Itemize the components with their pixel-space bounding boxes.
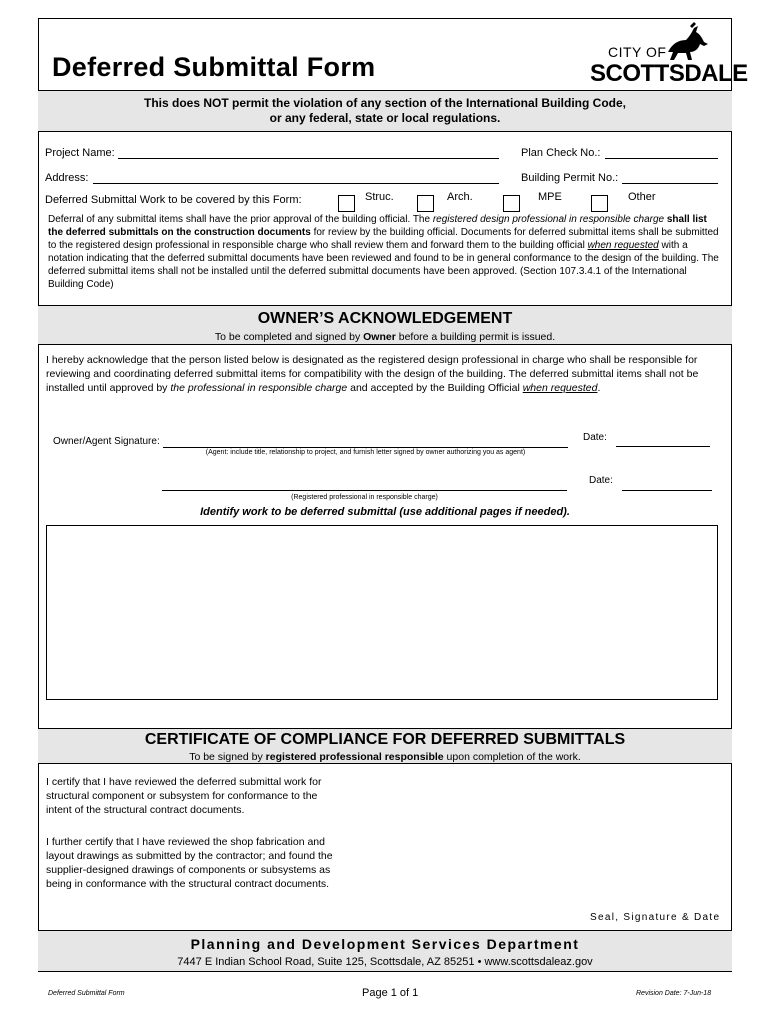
arch-checkbox[interactable] [417,195,434,212]
deferral-text-1: Deferral of any submittal items shall have the prior approval of the building official. The [48,214,433,225]
owner-text-when-requested: when requested [522,382,598,394]
certificate-paragraph-2: I further certify that I have reviewed the shop fabrication and layout drawings as submitted by the contractor; and found the supplier-designed drawings of components or subsystems as being in conformance with the structural contract documents. [46,836,333,890]
date-line-2[interactable] [622,490,712,491]
agent-note: (Agent: include title, relationship to project, and furnish letter signed by owner authorizing you as agent) [205,449,526,456]
signature-label: Owner/Agent Signature: [53,436,160,447]
seal-signature-date: Seal, Signature & Date [590,912,721,923]
building-permit-line[interactable] [622,183,718,184]
owner-sub-bold: Owner [363,331,396,343]
mpe-checkbox[interactable] [503,195,520,212]
deferral-paragraph [48,213,720,291]
owner-band [38,305,732,345]
owner-text-2: and accepted by the Building Official [347,382,523,394]
plan-check-line[interactable] [605,158,718,159]
notice-line-1: This does NOT permit the violation of any section of the International Building Code, [143,96,627,110]
project-name-label: Project Name: [45,147,115,159]
cert-sub-bold: registered professional responsible [265,751,444,763]
professional-signature-line[interactable] [162,490,567,491]
department-address: 7447 E Indian School Road, Suite 125, Scottsdale, AZ 85251 • www.scottsdaleaz.gov [177,956,593,968]
owner-text-italic: the professional in responsible charge [170,382,348,394]
owner-subheading [38,331,732,343]
department-name: Planning and Development Services Department [190,936,580,952]
deferral-text-when-requested: when requested [587,240,659,251]
page-title: Deferred Submittal Form [52,52,376,82]
deferral-text-italic: registered design professional in responsible charge [432,214,665,225]
struc-label: Struc. [365,191,394,203]
owner-signature-line[interactable] [163,447,568,448]
plan-check-label: Plan Check No.: [521,147,601,159]
address-line[interactable] [93,183,499,184]
arch-label: Arch. [447,191,473,203]
logo-bottom-text: SCOTTSDALE [590,60,748,87]
owner-heading: OWNER’S ACKNOWLEDGEMENT [257,310,513,327]
other-label: Other [628,191,656,203]
owner-paragraph [46,353,720,395]
deferral-text-4: with a notation indicating that the deferred submittal documents have been reviewed and found to be in general conformance to the design of the building. The deferred submittal items shall not be installed until the deferred submittal documents have been approved. (Section 107.3.4.1 of the International Building Code) [48,240,719,290]
deferral-text-3: for review by the building official. Documents for deferred submittal items shall be submitted to the registered design professional in responsible charge who shall review them and forward them to the building official [48,227,719,251]
cert-sub-post: upon completion of the work. [443,751,581,763]
building-permit-label: Building Permit No.: [521,172,619,184]
certificate-heading: CERTIFICATE OF COMPLIANCE FOR DEFERRED SUBMITTALS [144,731,626,748]
project-name-line[interactable] [118,158,499,159]
deferred-work-textarea[interactable] [46,525,718,700]
other-checkbox[interactable] [591,195,608,212]
certificate-subheading [38,751,732,763]
owner-text-1: I hereby acknowledge that the person listed below is designated as the registered design professional in charge who shall be responsible for reviewing and coordinating deferred submittal items for compatibility with the design of the building. The deferred submittal items shall not be installed until approved by [46,354,699,394]
certificate-band [38,728,732,764]
owner-sub-post: before a building permit is issued. [395,331,556,343]
date-label-1: Date: [583,432,607,443]
city-logo [588,22,748,90]
department-band [38,930,732,972]
notice-band [38,90,732,132]
date-line-1[interactable] [616,446,710,447]
identify-heading: Identify work to be deferred submittal (use additional pages if needed). [200,506,570,518]
deferral-text-bold: shall list the deferred submittals on the construction documents [48,214,707,238]
page-number: Page 1 of 1 [362,987,419,999]
cert-sub-pre: To be signed by [189,751,266,763]
horse-rider-icon [660,22,714,64]
footer-form-name: Deferred Submittal Form [48,990,125,997]
mpe-label: MPE [538,191,562,203]
date-label-2: Date: [589,475,613,486]
professional-note: (Registered professional in responsible charge) [291,494,438,501]
owner-sub-pre: To be completed and signed by [214,331,364,343]
address-label: Address: [45,172,89,184]
revision-date: Revision Date: 7-Jun-18 [636,990,712,997]
certificate-paragraph-1: I certify that I have reviewed the deferred submittal work for structural component or subsystem for conformance to the intent of the structural contract documents. [46,776,322,816]
notice-line-2: or any federal, state or local regulations. [269,111,501,125]
struc-checkbox[interactable] [338,195,355,212]
covered-by-label: Deferred Submittal Work to be covered by this Form: [45,194,302,206]
logo-top-text: CITY OF [608,44,667,60]
owner-text-3: . [597,382,601,394]
